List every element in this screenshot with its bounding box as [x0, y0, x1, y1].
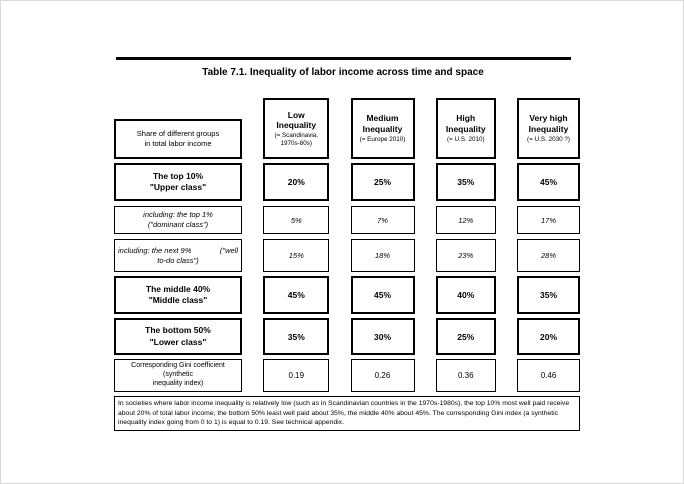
table-row-top-1 [114, 206, 580, 234]
value-cell: 20% [263, 163, 329, 201]
value-cell: 18% [351, 239, 415, 272]
value-cell: 40% [436, 276, 496, 314]
inequality-table [114, 98, 580, 431]
value-cell: 25% [436, 318, 496, 355]
row-label-line2: "Lower class" [149, 336, 207, 347]
column-subtitle: (= U.S. 2030 ?) [527, 135, 570, 143]
row-label-top-10 [114, 163, 242, 201]
value-cell: 35% [263, 318, 329, 355]
row-label-line1: The bottom 50% [145, 325, 211, 336]
value-cell: 17% [517, 206, 580, 234]
corner-label-line1: Share of different groups [136, 129, 220, 139]
column-header-very-high-inequality [517, 98, 580, 159]
table-row-next-9 [114, 239, 580, 272]
row-label-line2: ("dominant class") [147, 220, 209, 229]
corner-header-cell [114, 119, 242, 159]
row-label-next-9 [114, 239, 242, 272]
row-label-bottom-50 [114, 318, 242, 355]
row-label-line2: "Middle class" [148, 295, 208, 305]
row-label-line1: including: the top 1% [143, 210, 213, 220]
value-cell: 45% [263, 276, 329, 314]
value-cell: 23% [436, 239, 496, 272]
value-cell: 15% [263, 239, 329, 272]
table-header-row [114, 98, 580, 159]
value-cell: 0.36 [436, 359, 496, 392]
column-title: Very high Inequality [528, 113, 569, 135]
row-label-line1: Corresponding Gini coefficient (synthetic [131, 362, 225, 379]
table-row-gini [114, 359, 580, 392]
table-footnote: In societies where labor income inequality is relatively low (such as in Scandinavian countries in the 1970s-1980s), the top 10% most well paid receive about 20% of total labor income, the bottom 50% least well paid about 35%, the middle 40% about 45%. The corresponding Gini index (a synthetic inequality index going from 0 to 1) is equal to 0.19. See technical appendix. [114, 396, 580, 431]
value-cell: 0.19 [263, 359, 329, 392]
row-label-line1: The middle 40% [145, 283, 211, 294]
column-header-medium-inequality [351, 98, 415, 159]
column-header-high-inequality [436, 98, 496, 159]
table-title: Table 7.1. Inequality of labor income across time and space [202, 67, 484, 78]
row-label-line2: to-do class") [157, 255, 199, 265]
row-label-middle-40 [114, 276, 242, 314]
row-label-line1: The top 10% [152, 170, 204, 181]
column-title: High Inequality [445, 113, 486, 135]
value-cell: 28% [517, 239, 580, 272]
top-rule-divider [116, 57, 571, 60]
column-subtitle: (= Europe 2010) [359, 135, 406, 143]
row-label-line1: including: the next 9% ("well [118, 245, 238, 255]
row-label-top-1 [114, 206, 242, 234]
value-cell: 30% [351, 318, 415, 355]
value-cell: 0.26 [351, 359, 415, 392]
value-cell: 7% [351, 206, 415, 234]
value-cell: 5% [263, 206, 329, 234]
column-header-low-inequality [263, 98, 329, 159]
column-title: Medium Inequality [362, 113, 403, 135]
table-row-top-10 [114, 163, 580, 201]
table-row-middle-40 [114, 276, 580, 314]
value-cell: 35% [517, 276, 580, 314]
column-subtitle: (= Scandinavia, 1970s-80s) [274, 131, 319, 147]
column-subtitle: (= U.S. 2010) [446, 135, 485, 143]
column-title: Low Inequality [276, 109, 317, 131]
value-cell: 45% [351, 276, 415, 314]
value-cell: 12% [436, 206, 496, 234]
corner-label-line2: in total labor income [144, 139, 212, 148]
row-label-gini [114, 359, 242, 392]
row-label-line2: "Upper class" [149, 182, 207, 192]
value-cell: 20% [517, 318, 580, 355]
value-cell: 0.46 [517, 359, 580, 392]
value-cell: 25% [351, 163, 415, 201]
value-cell: 45% [517, 163, 580, 201]
value-cell: 35% [436, 163, 496, 201]
table-row-bottom-50 [114, 318, 580, 355]
row-label-line2: inequality index) [152, 379, 204, 387]
